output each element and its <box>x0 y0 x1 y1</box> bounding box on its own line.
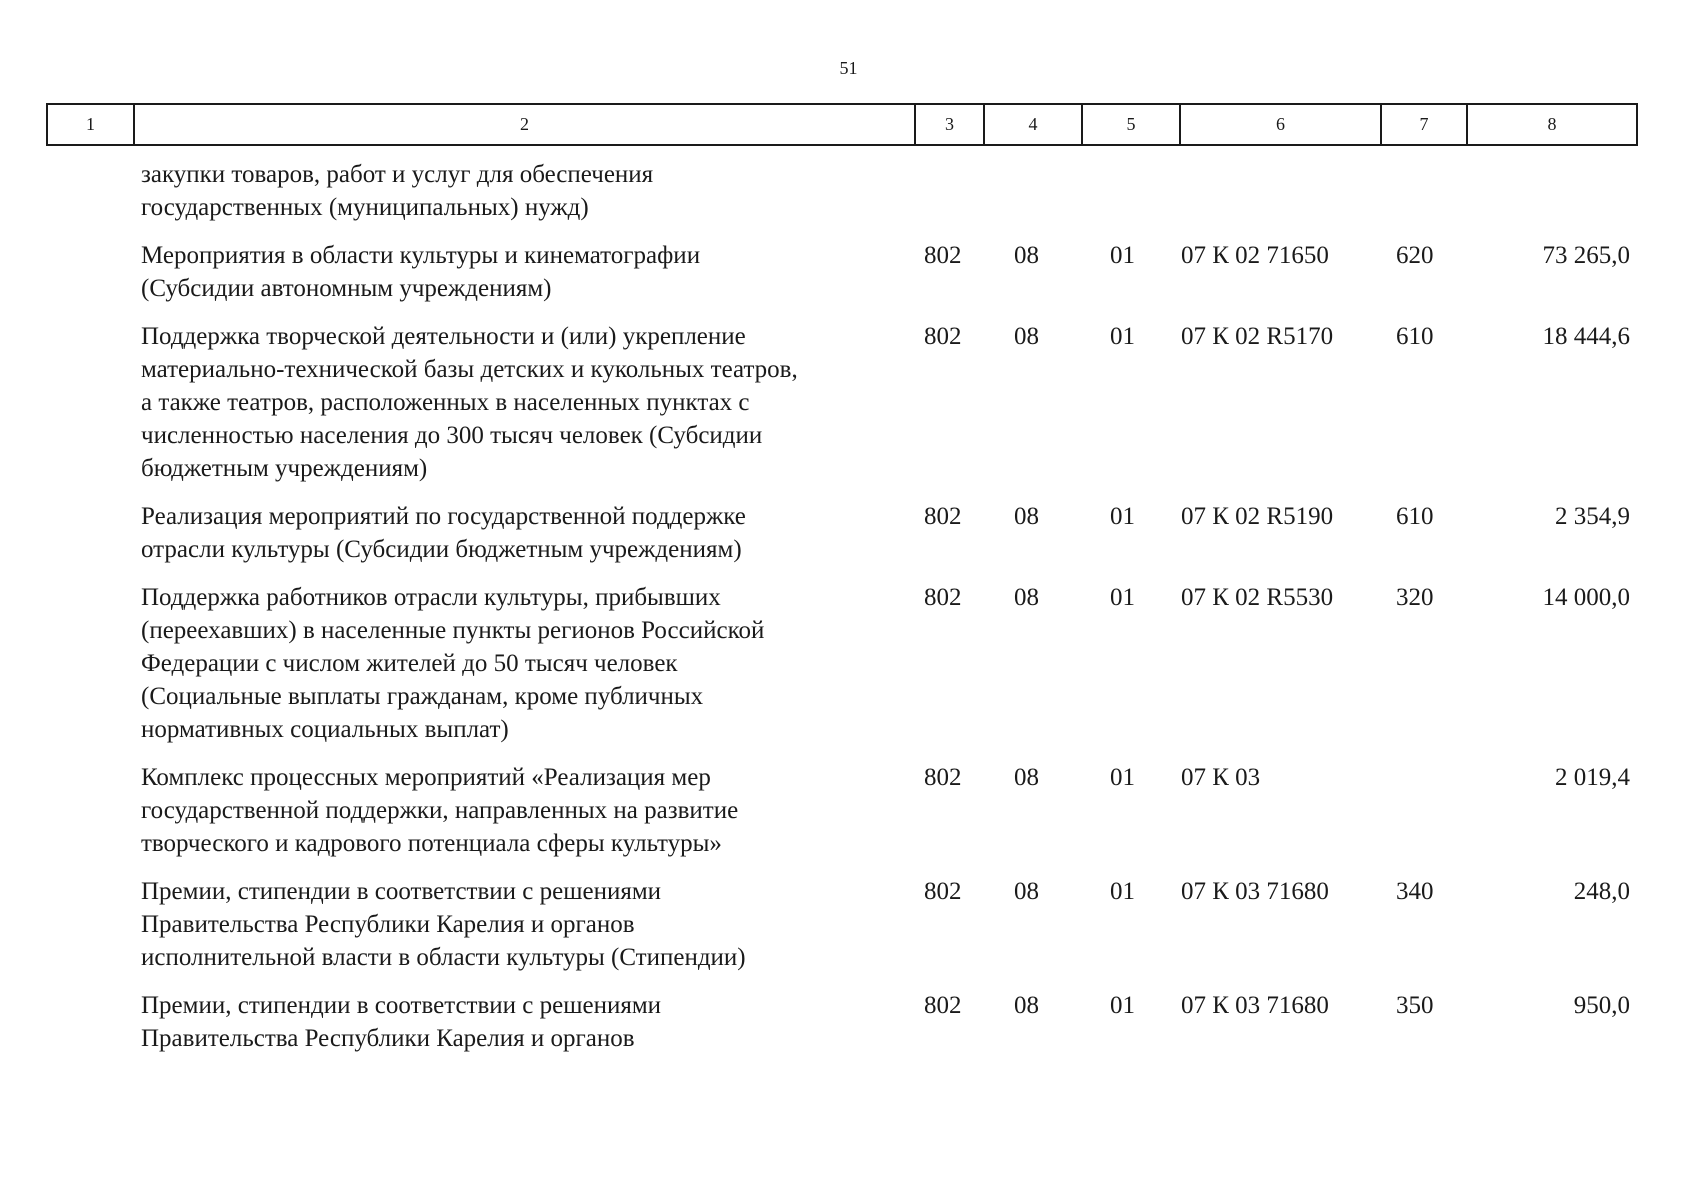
table-row <box>0 581 1697 746</box>
row-col7: 610 <box>1396 503 1434 530</box>
row-col5: 01 <box>1110 323 1135 350</box>
row-col5: 01 <box>1110 242 1135 269</box>
table-row <box>0 875 1697 974</box>
page-number: 51 <box>839 58 858 78</box>
row-col6: 07 К 02 R5530 <box>1181 584 1334 611</box>
row-col4: 08 <box>1014 992 1039 1019</box>
header-cell-7: 7 <box>1380 103 1466 146</box>
table-row <box>0 239 1697 305</box>
row-col5: 01 <box>1110 992 1135 1019</box>
row-col5: 01 <box>1110 503 1135 530</box>
row-col8: 950,0 <box>1573 992 1630 1019</box>
row-name: Реализация мероприятий по государственной поддержке отрасли культуры (Субсидии бюджетным учреждениям) <box>141 503 746 563</box>
row-col3: 802 <box>924 992 962 1019</box>
table-row <box>0 500 1697 566</box>
header-cell-4: 4 <box>983 103 1081 146</box>
row-name: Поддержка творческой деятельности и (или) укрепление материально-технической базы детских и кукольных театров, а также театров, расположенных в населенных пунктах с численностью населения до 300 тысяч человек (Субсидии бюджетным учреждениям) <box>141 323 798 482</box>
row-col6: 07 К 03 <box>1181 764 1261 791</box>
row-col3: 802 <box>924 323 962 350</box>
row-col8: 14 000,0 <box>1542 584 1630 611</box>
table-row <box>0 320 1697 485</box>
row-col3: 802 <box>924 584 962 611</box>
header-cell-8: 8 <box>1466 103 1638 146</box>
row-col7: 610 <box>1396 323 1434 350</box>
table-row <box>0 761 1697 860</box>
row-col4: 08 <box>1014 584 1039 611</box>
row-col3: 802 <box>924 764 962 791</box>
row-col8: 73 265,0 <box>1542 242 1630 269</box>
row-col6: 07 К 03 71680 <box>1181 992 1329 1019</box>
row-col5: 01 <box>1110 878 1135 905</box>
header-cell-3: 3 <box>914 103 983 146</box>
row-col8: 2 354,9 <box>1555 503 1630 530</box>
header-cell-5: 5 <box>1081 103 1179 146</box>
row-col4: 08 <box>1014 764 1039 791</box>
header-cell-6: 6 <box>1179 103 1380 146</box>
row-col8: 248,0 <box>1573 878 1630 905</box>
row-name: Премии, стипендии в соответствии с решениями Правительства Республики Карелия и органов исполнительной власти в области культуры (Стипендии) <box>141 878 746 971</box>
row-col6: 07 К 02 R5170 <box>1181 323 1334 350</box>
row-col4: 08 <box>1014 503 1039 530</box>
row-col6: 07 К 02 R5190 <box>1181 503 1334 530</box>
table-body <box>0 158 1697 1070</box>
row-col3: 802 <box>924 242 962 269</box>
row-col5: 01 <box>1110 584 1135 611</box>
row-col3: 802 <box>924 878 962 905</box>
row-col6: 07 К 03 71680 <box>1181 878 1329 905</box>
row-col3: 802 <box>924 503 962 530</box>
table-row <box>0 989 1697 1055</box>
row-col7: 320 <box>1396 584 1434 611</box>
row-col6: 07 К 02 71650 <box>1181 242 1329 269</box>
row-col4: 08 <box>1014 242 1039 269</box>
row-col4: 08 <box>1014 878 1039 905</box>
header-cell-2: 2 <box>133 103 914 146</box>
row-col7: 350 <box>1396 992 1434 1019</box>
row-col7: 340 <box>1396 878 1434 905</box>
row-name: Комплекс процессных мероприятий «Реализация мер государственной поддержки, направленных на развитие творческого и кадрового потенциала сферы культуры» <box>141 764 739 857</box>
row-col8: 18 444,6 <box>1542 323 1630 350</box>
row-name: Поддержка работников отрасли культуры, прибывших (переехавших) в населенные пункты регионов Российской Федерации с числом жителей до 50 тысяч человек (Социальные выплаты гражданам, кроме публичных нормативных социальных выплат) <box>141 584 765 743</box>
row-name: Мероприятия в области культуры и кинематографии (Субсидии автономным учреждениям) <box>141 242 701 302</box>
header-cell-1: 1 <box>46 103 133 146</box>
row-col4: 08 <box>1014 323 1039 350</box>
row-name: Премии, стипендии в соответствии с решениями Правительства Республики Карелия и органов <box>141 992 662 1052</box>
row-col8: 2 019,4 <box>1555 764 1630 791</box>
table-row <box>0 158 1697 224</box>
row-col5: 01 <box>1110 764 1135 791</box>
row-col7: 620 <box>1396 242 1434 269</box>
row-name: закупки товаров, работ и услуг для обеспечения государственных (муниципальных) нужд) <box>141 161 654 221</box>
